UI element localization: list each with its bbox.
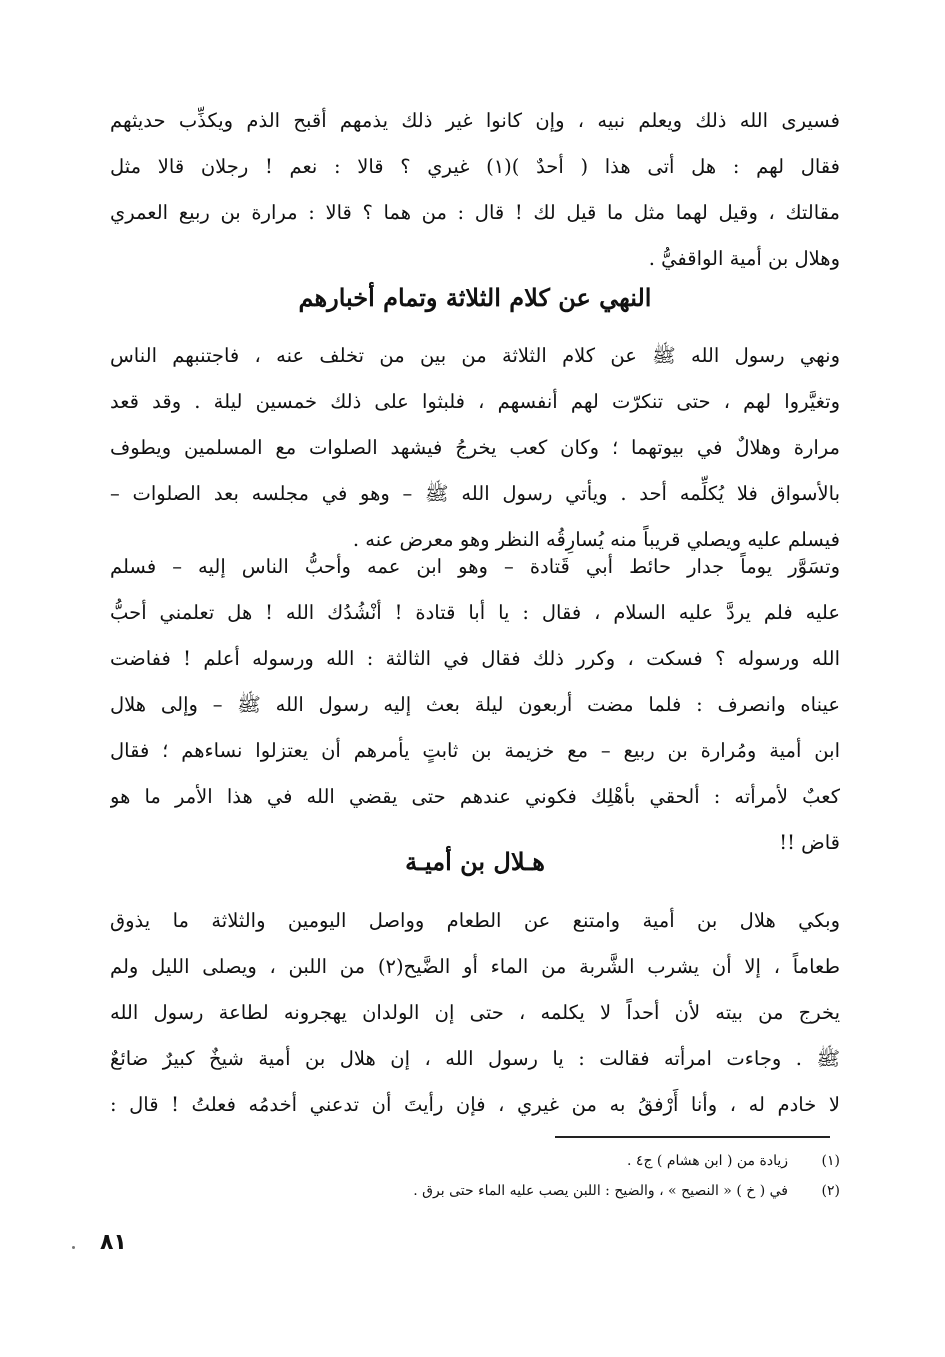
- text-line: فقال لهم : هل أتى هذا ( أحدٌ )(١) غيري ؟ قالا : نعم ! رجلان قالا مثل: [110, 155, 840, 178]
- paragraph: [110, 544, 840, 866]
- text-line: فسيرى الله ذلك ويعلم نبيه ، وإن كانوا غير ذلك يذمهم أقبح الذم ويكذِّب حديثهم: [110, 109, 840, 132]
- text-line: عيناه وانصرف : فلما مضت أربعون ليلة بعث إليه رسول الله ﷺ – وإلى هلال: [110, 693, 840, 716]
- text-line: لا خادم له ، وأنا أَرْفقُ به من غيري ، فإن رأيتَ أن تدعني أخدمُه فعلتُ ! قال :: [110, 1093, 840, 1116]
- footnote-text: في ( خ ) « النصيح » ، والضيح : اللبن يصب عليه الماء حتى برق .: [413, 1183, 788, 1199]
- text-line: فيسلم عليه ويصلي قريباً منه يُسارِقُه النظر وهو معرض عنه .: [352, 528, 840, 551]
- paragraph-continuation: [110, 98, 840, 282]
- footnote-number: (١): [821, 1153, 840, 1169]
- scan-dot-mark: [72, 1246, 75, 1249]
- footnote-text: زيادة من ( ابن هشام ) ج٤ .: [627, 1153, 788, 1169]
- text-line: طعاماً ، إلا أن يشرب الشَّربة من الماء أو الضَّيح(٢) من اللبن ، ويصلى الليل ولم: [110, 955, 840, 978]
- text-line: كعبٌ لأمرأته : ألحقي بأهْلِك فكوني عندهم حتى يقضي الله في هذا الأمر ما هو: [110, 785, 840, 808]
- section-heading: النهي عن كلام الثلاثة وتمام أخبارهم: [298, 283, 652, 312]
- text-line: مقالتك ، وقيل لهما مثل ما قيل لك ! قال : من هما ؟ قالا : مرارة بن ربيع العمري: [110, 201, 840, 224]
- text-line: ابن أمية ومُرارة بن ربيع – مع خزيمة بن ثابتٍ يأمرهم أن يعتزلوا نساءهم ؛ فقال: [110, 739, 840, 762]
- text-line: يخرج من بيته لأن أحداً لا يكلمه ، حتى إن الولدان يهجرونه لطاعة رسول الله: [110, 1001, 840, 1024]
- text-line: وتغيَّروا لهم ، حتى تنكرّت لهم أنفسهم ، فلبثوا على ذلك خمسين ليلة . وقد قعد: [110, 390, 840, 413]
- text-line: مرارة وهلالٌ في بيوتهما ؛ وكان كعب يخرجُ فيشهد الصلوات مع المسلمين ويطوف: [110, 436, 840, 459]
- text-line: ونهي رسول الله ﷺ عن كلام الثلاثة من بين من تخلف عنه ، فاجتنبهم الناس: [110, 344, 840, 367]
- footnote-separator: [555, 1136, 830, 1138]
- text-line: وبكي هلال بن أمية وامتنع عن الطعام وواصل اليومين والثلاثة ما يذوق: [110, 909, 840, 932]
- footnotes: [110, 1146, 840, 1206]
- text-line: قاض !!: [779, 831, 840, 854]
- paragraph: [110, 898, 840, 1128]
- footnote-number: (٢): [821, 1183, 840, 1199]
- text-line: بالأسواق فلا يُكلِّمه أحد . ويأتي رسول الله ﷺ – وهو في مجلسه بعد الصلوات –: [110, 482, 840, 505]
- section-heading: هـلال بن أميـة: [405, 847, 545, 876]
- footnote: [110, 1146, 840, 1176]
- text-line: الله ورسوله ؟ فسكت ، وكرر ذلك فقال في الثالثة : الله ورسوله أعلم ! ففاضت: [110, 647, 840, 670]
- text-line: وهلال بن أمية الواقفيُّ .: [648, 247, 840, 270]
- footnote: [110, 1176, 840, 1206]
- text-line: وتسَوَّر يوماً جدار حائط أبي قَتادة – وهو ابن عمه وأحبُّ الناس إليه – فسلم: [110, 555, 840, 578]
- page-number: ٨١: [100, 1230, 127, 1255]
- paragraph: [110, 333, 840, 563]
- text-line: عليه فلم يردَّ عليه السلام ، فقال : يا أبا قتادة ! أنْشُدُك الله ! هل تعلمني أحبُّ: [110, 601, 840, 624]
- text-line: ﷺ . وجاءت امرأته فقالت : يا رسول الله ، إن هلال بن أمية شيخٌ كبيرٌ ضائعٌ: [110, 1047, 840, 1070]
